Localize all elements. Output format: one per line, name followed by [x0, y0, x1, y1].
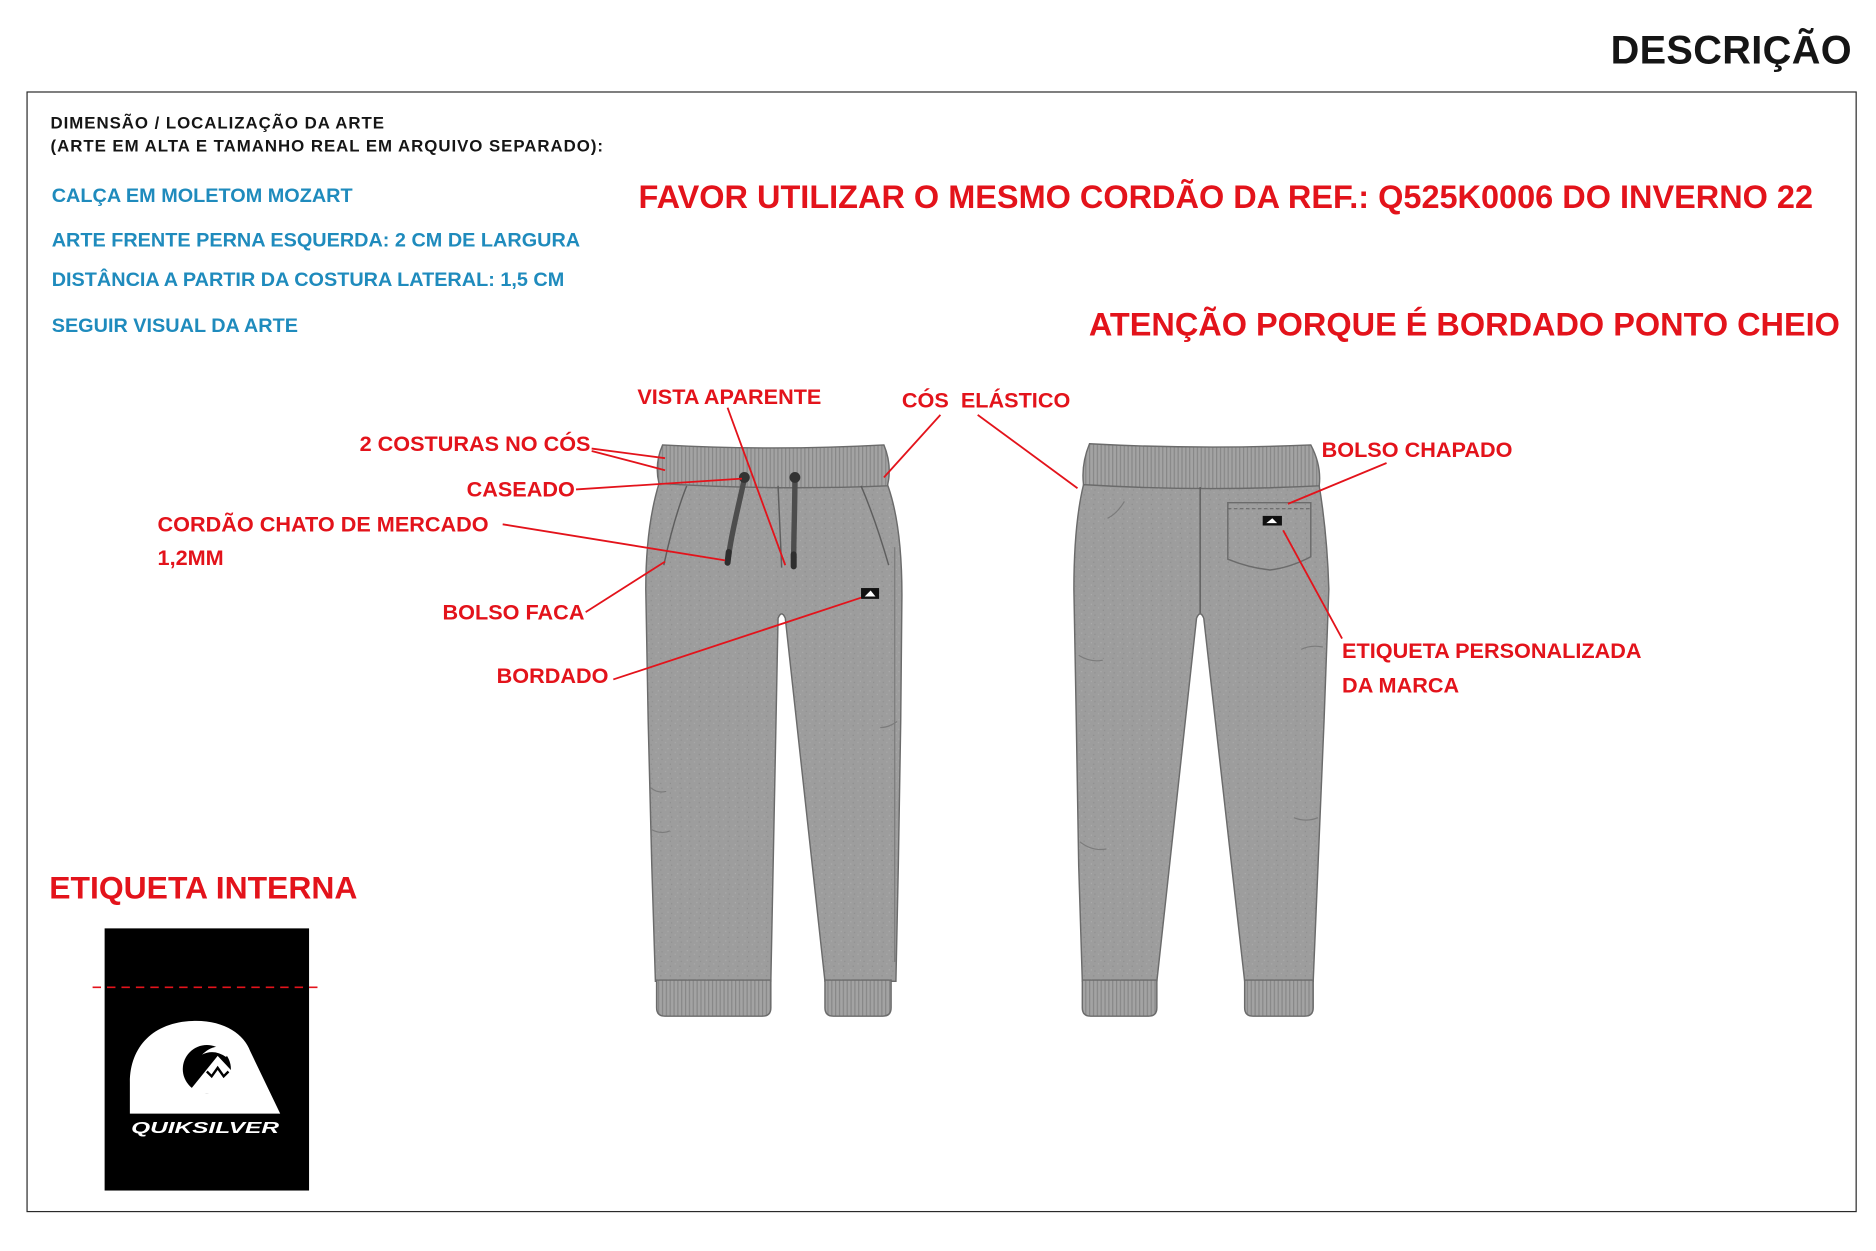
callout-bordado: BORDADO: [496, 663, 609, 688]
back-waistband: [1083, 444, 1320, 489]
callout-cos-elastico: CÓS ELÁSTICO: [901, 388, 1071, 413]
embroidery-logo-icon: [861, 588, 879, 599]
eyelet-left: [739, 472, 750, 483]
back-right-cuff: [1245, 980, 1314, 1016]
internal-label-title: ETIQUETA INTERNA: [49, 869, 358, 906]
page-title: DESCRIÇÃO: [1610, 27, 1852, 73]
embroidery-warning-note: ATENÇÃO PORQUE É BORDADO PONTO CHEIO: [1088, 306, 1840, 343]
drawstring-right-cord: [794, 479, 795, 558]
art-dimension-heading: DIMENSÃO / LOCALIZAÇÃO DA ARTE: [50, 113, 385, 133]
callout-cordao-size: 1,2MM: [157, 545, 224, 571]
callout-etiqueta-personalizada: ETIQUETA PERSONALIZADA: [1342, 638, 1642, 663]
front-right-cuff: [825, 980, 891, 1016]
eyelet-right: [789, 472, 800, 483]
back-view-pants: [1074, 444, 1329, 1016]
drawstring-left-aglet: [728, 552, 729, 563]
callout-etiqueta-marca: DA MARCA: [1342, 673, 1460, 698]
callout-bolso-faca: BOLSO FACA: [442, 600, 585, 625]
callout-vista-aparente: VISTA APARENTE: [637, 384, 822, 409]
callout-caseado: CASEADO: [466, 477, 575, 502]
front-view-pants: [646, 445, 902, 1016]
front-pants-body: [646, 483, 902, 981]
callout-costuras-cos: 2 COSTURAS NO CÓS: [359, 431, 591, 456]
front-left-cuff: [657, 980, 771, 1016]
back-left-cuff: [1082, 980, 1157, 1016]
callout-cordao: CORDÃO CHATO DE MERCADO: [157, 512, 489, 537]
art-info-line: CALÇA EM MOLETOM MOZART: [51, 185, 353, 207]
logo-wordmark: QUIKSILVER: [131, 1119, 281, 1137]
brand-label-icon: [1263, 516, 1282, 526]
leader-line-cos-elastico-front: [884, 415, 941, 478]
art-file-note: (ARTE EM ALTA E TAMANHO REAL EM ARQUIVO SEPARADO):: [50, 135, 604, 156]
internal-label-tag: [93, 928, 320, 1190]
art-info-line: DISTÂNCIA A PARTIR DA COSTURA LATERAL: 1,5 CM: [51, 269, 565, 292]
leader-line-cos-elastico-back: [978, 415, 1078, 488]
cord-reference-note: FAVOR UTILIZAR O MESMO CORDÃO DA REF.: Q525K0006 DO INVERNO 22: [638, 179, 1814, 216]
art-info-line: SEGUIR VISUAL DA ARTE: [51, 315, 298, 337]
art-info-line: ARTE FRENTE PERNA ESQUERDA: 2 CM DE LARGURA: [51, 229, 581, 252]
callout-bolso-chapado: BOLSO CHAPADO: [1321, 437, 1513, 462]
